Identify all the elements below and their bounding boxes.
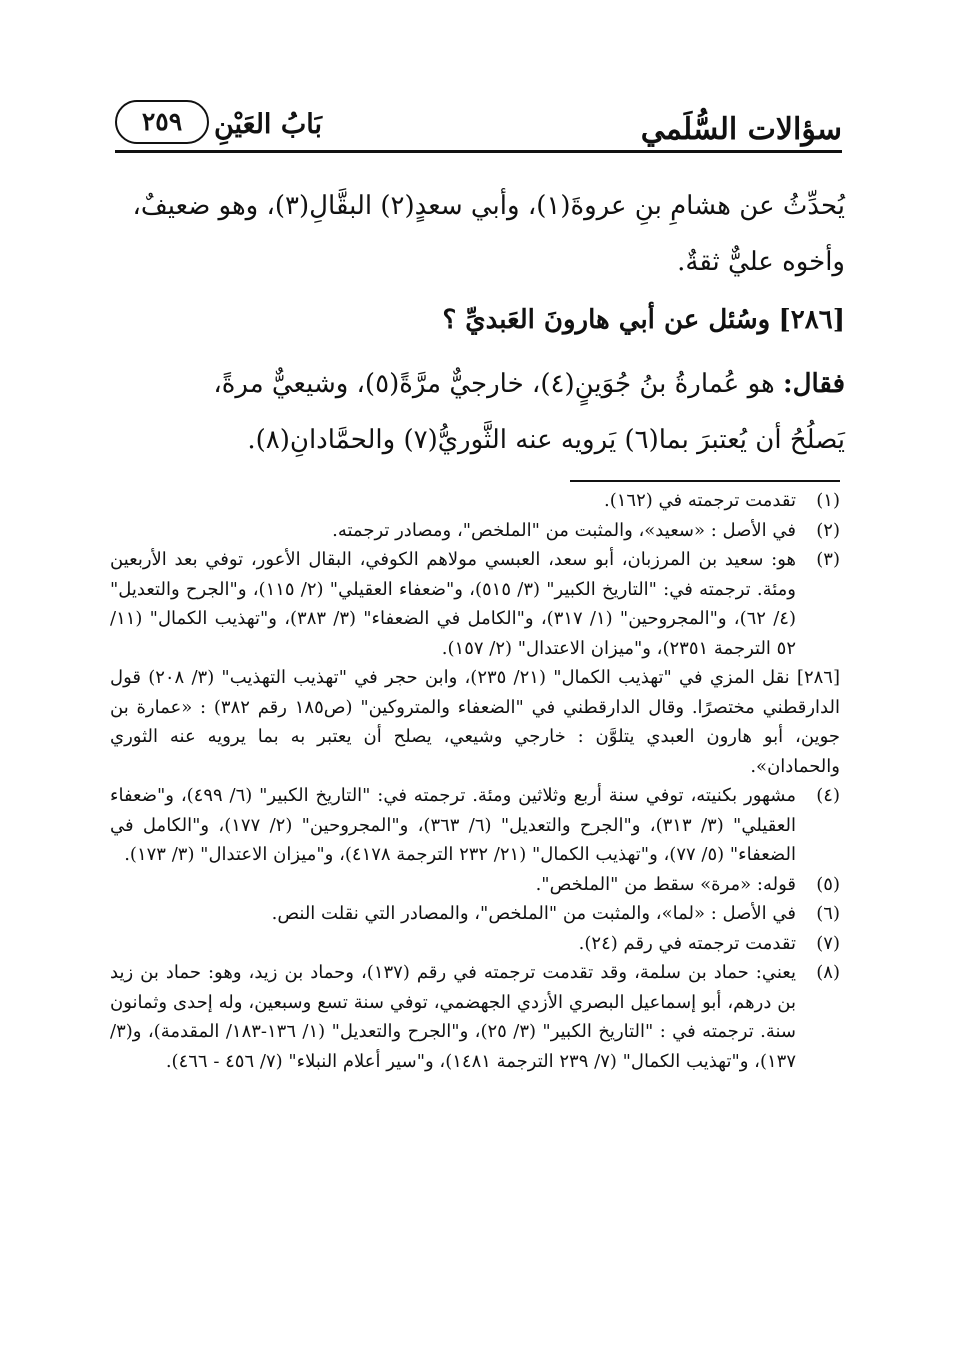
footnote-rule [570, 480, 840, 482]
footnote-number: (٢) [816, 519, 840, 541]
footnotes [110, 486, 840, 1076]
footnote-number: (٤) [816, 785, 840, 806]
text-line: يُحدِّثُ عن هشامِ بنِ عروةَ(١)، وأبي سعدٍ(٢) البقَّالِ(٣)، وهو ضعيفٌ، [132, 191, 845, 221]
chapter-title: بَابُ العَيْنِ [213, 109, 322, 140]
question-text: وسُئل عن أبي هارونَ العَبديِّ ؟ [442, 305, 771, 335]
question-number: [٢٨٦] [778, 305, 845, 335]
footnote [110, 958, 840, 1076]
footnote [110, 516, 840, 546]
page-number-badge: ٢٥٩ [115, 100, 209, 144]
footnote-text: مشهور بكنيته، توفي سنة أربع وثلاثين ومئة. ترجمته في: "التاريخ الكبير" (٦/ ٤٩٩)، و"ضعفاء العقيلي" (٣/ ٣١٣)، و"الجرح والتعديل" (٦/ ٣٦٣)، و"المجروحين" (٢/ ١٧٧)، و"الكامل في الضعفاء" (٥/ ٧٧)، و"تهذيب الكمال" (٢١/ ٢٣٢ الترجمة ٤١٧٨)، و"ميزان الاعتدال" (٣/ ١٧٣). [110, 785, 796, 865]
footnote [110, 663, 840, 781]
footnote-text: في الأصل : «لما»، والمثبت من "الملخص"، والمصادر التي نقلت النص. [271, 903, 796, 924]
footnote-text: يعني: حماد بن سلمة، وقد تقدمت ترجمته في رقم (١٣٧)، وحماد بن زيد، وهو: حماد بن زيد بن درهم، أبو إسماعيل البصري الأزدي الجهضمي، توفي سنة تسع وسبعين، وله إحدى وثمانون سنة. ترجمته في : "التاريخ الكبير" (٣/ ٢٥)، و"الجرح والتعديل" (١/ ١٣٦-١٨٣/ المقدمة)، و(٣/ ١٣٧)، و"تهذيب الكمال" (٧/ ٢٣٩ الترجمة ١٤٨١)، و"سير أعلام النبلاء" (٧/ ٤٥٦ - ٤٦٦). [110, 962, 797, 1072]
footnote [110, 545, 840, 663]
book-title: سؤالات السُّلَمي [640, 112, 842, 147]
footnote-number: (٧) [816, 932, 840, 954]
footnote-number: (٥) [816, 873, 840, 895]
footnote-text: نقل المزي في "تهذيب الكمال" (٢١/ ٢٣٥)، وابن حجر في "تهذيب التهذيب" (٣/ ٢٠٨) قول الدارقطني مختصرًا. وقال الدارقطني في "الضعفاء والمتروكين" (ص١٨٥ رقم ٣٨٢) : «عمارة بن جوين، أبو هارون العبدي يتلوَّن : خارجي وشيعي، يصلح أن يعتبر به بما يرويه عنه الثوري والحمادان». [110, 667, 840, 777]
footnote [110, 899, 840, 929]
question-line [110, 292, 845, 348]
footnote-text: تقدمت ترجمته في رقم (٢٤). [578, 932, 796, 954]
footnote-number: (٨) [816, 962, 840, 983]
footnote-number: [٢٨٦] [796, 667, 840, 688]
answer-label: فقال: [783, 369, 845, 399]
footnote [110, 781, 840, 870]
footnote-text: في الأصل : «سعيد»، والمثبت من "الملخص"، ومصادر ترجمته. [332, 519, 796, 541]
page-header [115, 96, 842, 154]
footnote-number: (٦) [816, 903, 840, 924]
answer-line: يَصلُحُ أن يُعتبرَ بما(٦) يَرويه عنه الثَّوريُّ(٧) والحمَّادانِ(٨). [247, 425, 845, 455]
footnote [110, 929, 840, 959]
answer-line [110, 356, 845, 412]
footnote-text: قوله: «مرة» سقط من "الملخص". [535, 873, 796, 895]
header-rule [115, 150, 842, 153]
footnote [110, 486, 840, 516]
footnote-text: هو: سعيد بن المرزبان، أبو سعد، العبسي مولاهم الكوفي، البقال الأعور، توفي بعد الأربعين ومئة. ترجمته في: "التاريخ الكبير" (٣/ ٥١٥)، و"ضعفاء العقيلي" (٢/ ١١٥)، و"الجرح والتعديل" (٤/ ٦٢)، و"المجروحين" (١/ ٣١٧)، و"الكامل في الضعفاء" (٣/ ٣٨٣)، و"تهذيب الكمال" (١١/ ٥٢ الترجمة ٢٣٥١)، و"ميزان الاعتدال" (٢/ ١٥٧). [110, 549, 796, 659]
answer-text: هو عُمارةُ بنُ جُوَينٍ(٤)، خارجيٌّ مرَّةً(٥)، وشيعيٌّ مرةً، [213, 369, 775, 399]
footnote-text: تقدمت ترجمته في (١٦٢). [604, 490, 796, 511]
footnote-number: (٣) [816, 549, 840, 570]
footnote [110, 870, 840, 900]
text-line: وأخوه عليٌّ ثقةٌ. [677, 247, 845, 277]
main-text [110, 178, 845, 468]
footnote-number: (١) [816, 490, 840, 511]
